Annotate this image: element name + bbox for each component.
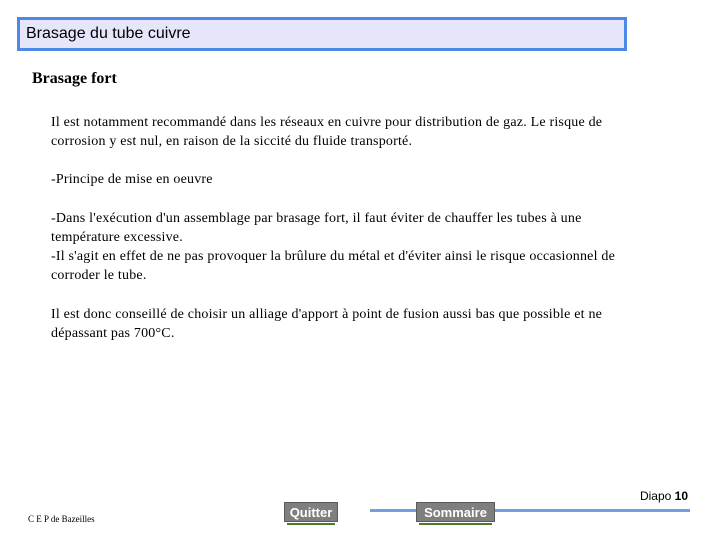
slide-prefix: Diapo [639,489,672,503]
paragraph-principle-body [51,209,651,285]
slide-number: 10 [674,489,688,503]
section-heading: Brasage fort [32,70,117,87]
paragraph-intro: Il est notamment recommandé dans les réseaux en cuivre pour distribution de gaz. Le risque de corrosion y est nul, en raison de la siccité du fluide transporté. [51,115,603,149]
paragraph-principle-title: -Principe de mise en oeuvre [51,172,213,187]
principle-line-2: -Il s'agit en effet de ne pas provoquer la brûlure du métal et d'éviter ainsi le risque occasionnel de corroder le tube. [51,249,615,283]
organization-label: C E P de Bazeilles [28,514,95,524]
paragraph-conclusion: Il est donc conseillé de choisir un alliage d'apport à point de fusion aussi bas que possible et ne dépassant pas 700°C. [51,307,603,341]
sommaire-button[interactable]: Sommaire [416,502,495,522]
slide-number-label [640,489,688,503]
quit-button[interactable]: Quitter [284,502,338,522]
principle-line-1: -Dans l'exécution d'un assemblage par brasage fort, il faut éviter de chauffer les tubes à une température excessive. [51,211,582,245]
title-bar [17,17,627,51]
page-title: Brasage du tube cuivre [26,25,191,42]
